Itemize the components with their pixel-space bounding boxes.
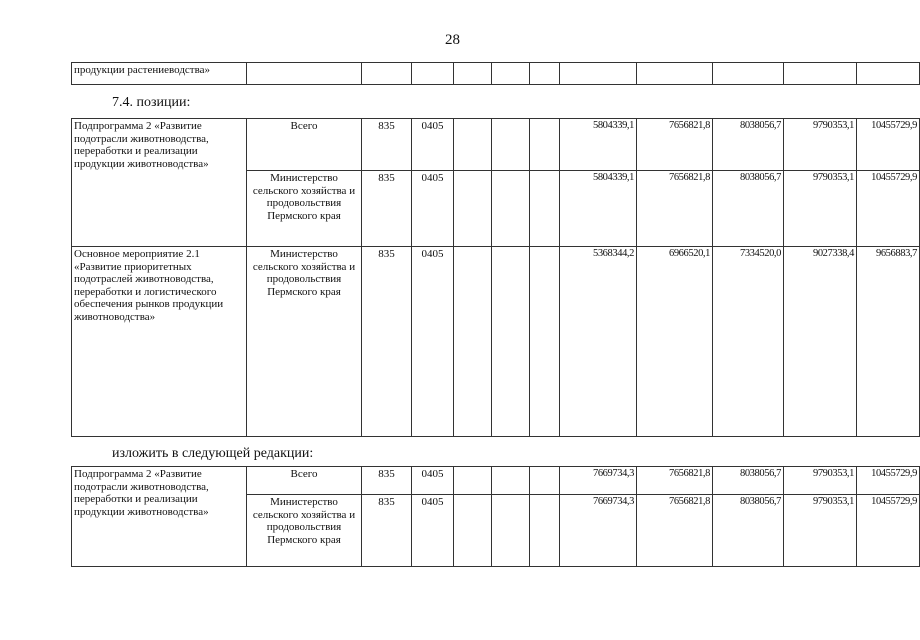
table-row <box>72 247 920 437</box>
rzpr-cell: 0405 <box>412 467 454 495</box>
value-cell: 8038056,7 <box>713 495 784 567</box>
fragment-table <box>71 62 920 85</box>
page-number: 28 <box>445 32 460 48</box>
value-cell: 8038056,7 <box>713 467 784 495</box>
grbs-cell: 835 <box>362 119 412 171</box>
section-heading: 7.4. позиции: <box>112 95 191 110</box>
grbs-cell: 835 <box>362 495 412 567</box>
value-cell: 7669734,3 <box>560 495 637 567</box>
value-cell: 9027338,4 <box>784 247 857 437</box>
value-cell: 9656883,7 <box>857 247 920 437</box>
rzpr-cell: 0405 <box>412 171 454 247</box>
executor-cell: Министерство сельского хозяйства и продовольствия Пермского края <box>247 247 362 437</box>
value-cell: 5804339,1 <box>560 119 637 171</box>
new-positions-table <box>71 466 920 567</box>
value-cell: 5804339,1 <box>560 171 637 247</box>
grbs-cell: 835 <box>362 247 412 437</box>
rzpr-cell: 0405 <box>412 495 454 567</box>
executor-cell: Всего <box>247 467 362 495</box>
value-cell: 9790353,1 <box>784 495 857 567</box>
value-cell: 6966520,1 <box>637 247 713 437</box>
value-cell: 9790353,1 <box>784 467 857 495</box>
value-cell: 7334520,0 <box>713 247 784 437</box>
value-cell: 8038056,7 <box>713 119 784 171</box>
value-cell: 7656821,8 <box>637 495 713 567</box>
executor-cell: Всего <box>247 119 362 171</box>
value-cell: 5368344,2 <box>560 247 637 437</box>
table-row <box>72 63 920 85</box>
value-cell: 9790353,1 <box>784 171 857 247</box>
value-cell: 7656821,8 <box>637 467 713 495</box>
value-cell: 8038056,7 <box>713 171 784 247</box>
rzpr-cell: 0405 <box>412 119 454 171</box>
activity-name: Основное мероприятие 2.1 «Развитие приоритетных подотраслей животноводства, переработки и логистического обеспечения рынков продукции животноводства» <box>72 247 247 437</box>
value-cell: 10455729,9 <box>857 119 920 171</box>
value-cell: 10455729,9 <box>857 495 920 567</box>
replace-heading: изложить в следующей редакции: <box>112 446 314 461</box>
value-cell: 7669734,3 <box>560 467 637 495</box>
grbs-cell: 835 <box>362 467 412 495</box>
executor-cell: Министерство сельского хозяйства и продовольствия Пермского края <box>247 495 362 567</box>
table-row <box>72 467 920 495</box>
value-cell: 10455729,9 <box>857 467 920 495</box>
table-row <box>72 119 920 171</box>
value-cell: 10455729,9 <box>857 171 920 247</box>
rzpr-cell: 0405 <box>412 247 454 437</box>
value-cell: 7656821,8 <box>637 119 713 171</box>
value-cell: 7656821,8 <box>637 171 713 247</box>
program-name: Подпрограмма 2 «Развитие подотрасли животноводства, переработки и реализации продукции животноводства» <box>72 467 247 567</box>
executor-cell: Министерство сельского хозяйства и продовольствия Пермского края <box>247 171 362 247</box>
program-name: продукции растениеводства» <box>72 63 247 85</box>
grbs-cell: 835 <box>362 171 412 247</box>
value-cell: 9790353,1 <box>784 119 857 171</box>
old-positions-table <box>71 118 920 437</box>
program-name: Подпрограмма 2 «Развитие подотрасли животноводства, переработки и реализации продукции животноводства» <box>72 119 247 247</box>
